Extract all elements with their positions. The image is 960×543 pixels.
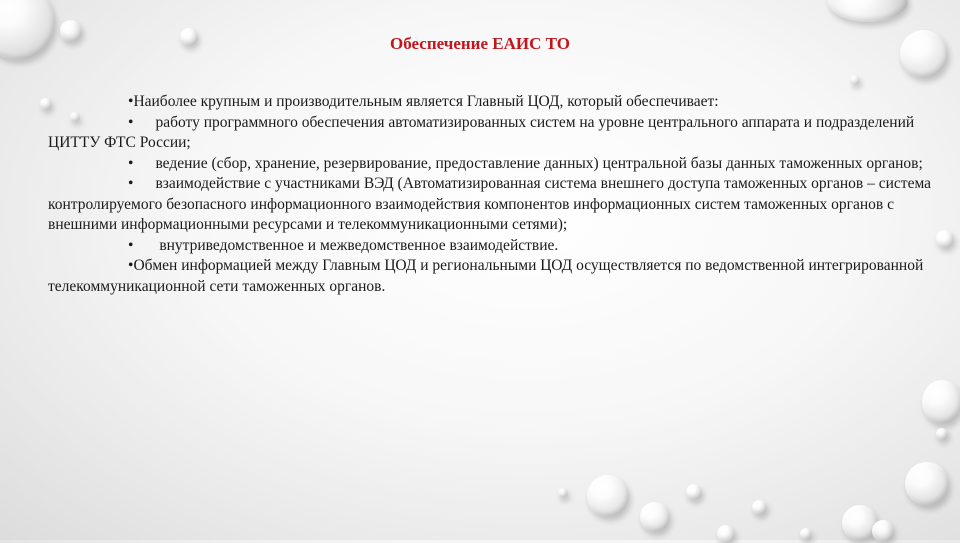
bullet-marker: •	[128, 93, 134, 110]
paragraph	[48, 113, 948, 154]
paragraph-text: Наиболее крупным и производительным является Главный ЦОД, который обеспечивает:	[133, 93, 719, 110]
bullet-marker: •	[128, 154, 134, 172]
water-drop-decoration	[872, 520, 894, 542]
water-drop-decoration	[752, 500, 767, 515]
water-drop-decoration	[717, 525, 735, 543]
paragraph-text: взаимодействие с участниками ВЭД (Автоматизированная система внешнего доступа таможенных органов – система контролируемого безопасного информационного взаимодействия компонентов информационных систем таможенных органов с внешними информационными ресурсами и телекоммуникационными сетями);	[48, 175, 932, 233]
water-drop-decoration	[686, 484, 702, 500]
paragraph-text: ведение (сбор, хранение, резервирование, предоставление данных) центральной базы данных таможенных органов;	[155, 154, 923, 172]
paragraph	[48, 174, 948, 236]
paragraph-text: работу программного обеспечения автоматизированных систем на уровне центрального аппарата и подразделений ЦИТТУ ФТС России;	[48, 113, 915, 151]
water-drop-decoration	[558, 488, 568, 498]
paragraph-text: Обмен информацией между Главным ЦОД и региональными ЦОД осуществляется по ведомственной интегрированной телекоммуникационной сети таможенных органов.	[48, 257, 924, 295]
paragraph	[48, 154, 948, 175]
slide-body	[48, 92, 948, 297]
paragraph-text: внутриведомственное и межведомственное взаимодействие.	[155, 236, 559, 254]
bullet-marker: •	[128, 236, 134, 254]
water-drop-decoration	[800, 528, 812, 540]
water-drop-decoration	[850, 75, 860, 85]
water-drop-decoration	[922, 380, 960, 424]
bullet-marker: •	[128, 113, 134, 131]
paragraph	[48, 256, 948, 297]
water-drop-decoration	[936, 428, 948, 440]
paragraph	[48, 236, 948, 257]
paragraph	[48, 92, 948, 113]
water-drop-decoration	[905, 462, 949, 506]
bullet-marker: •	[128, 175, 134, 192]
water-drop-decoration	[587, 475, 629, 517]
bullet-marker: •	[128, 257, 134, 274]
water-drop-decoration	[640, 502, 670, 532]
water-drop-decoration	[828, 0, 908, 22]
slide-title: Обеспечение ЕАИС ТО	[390, 34, 570, 53]
